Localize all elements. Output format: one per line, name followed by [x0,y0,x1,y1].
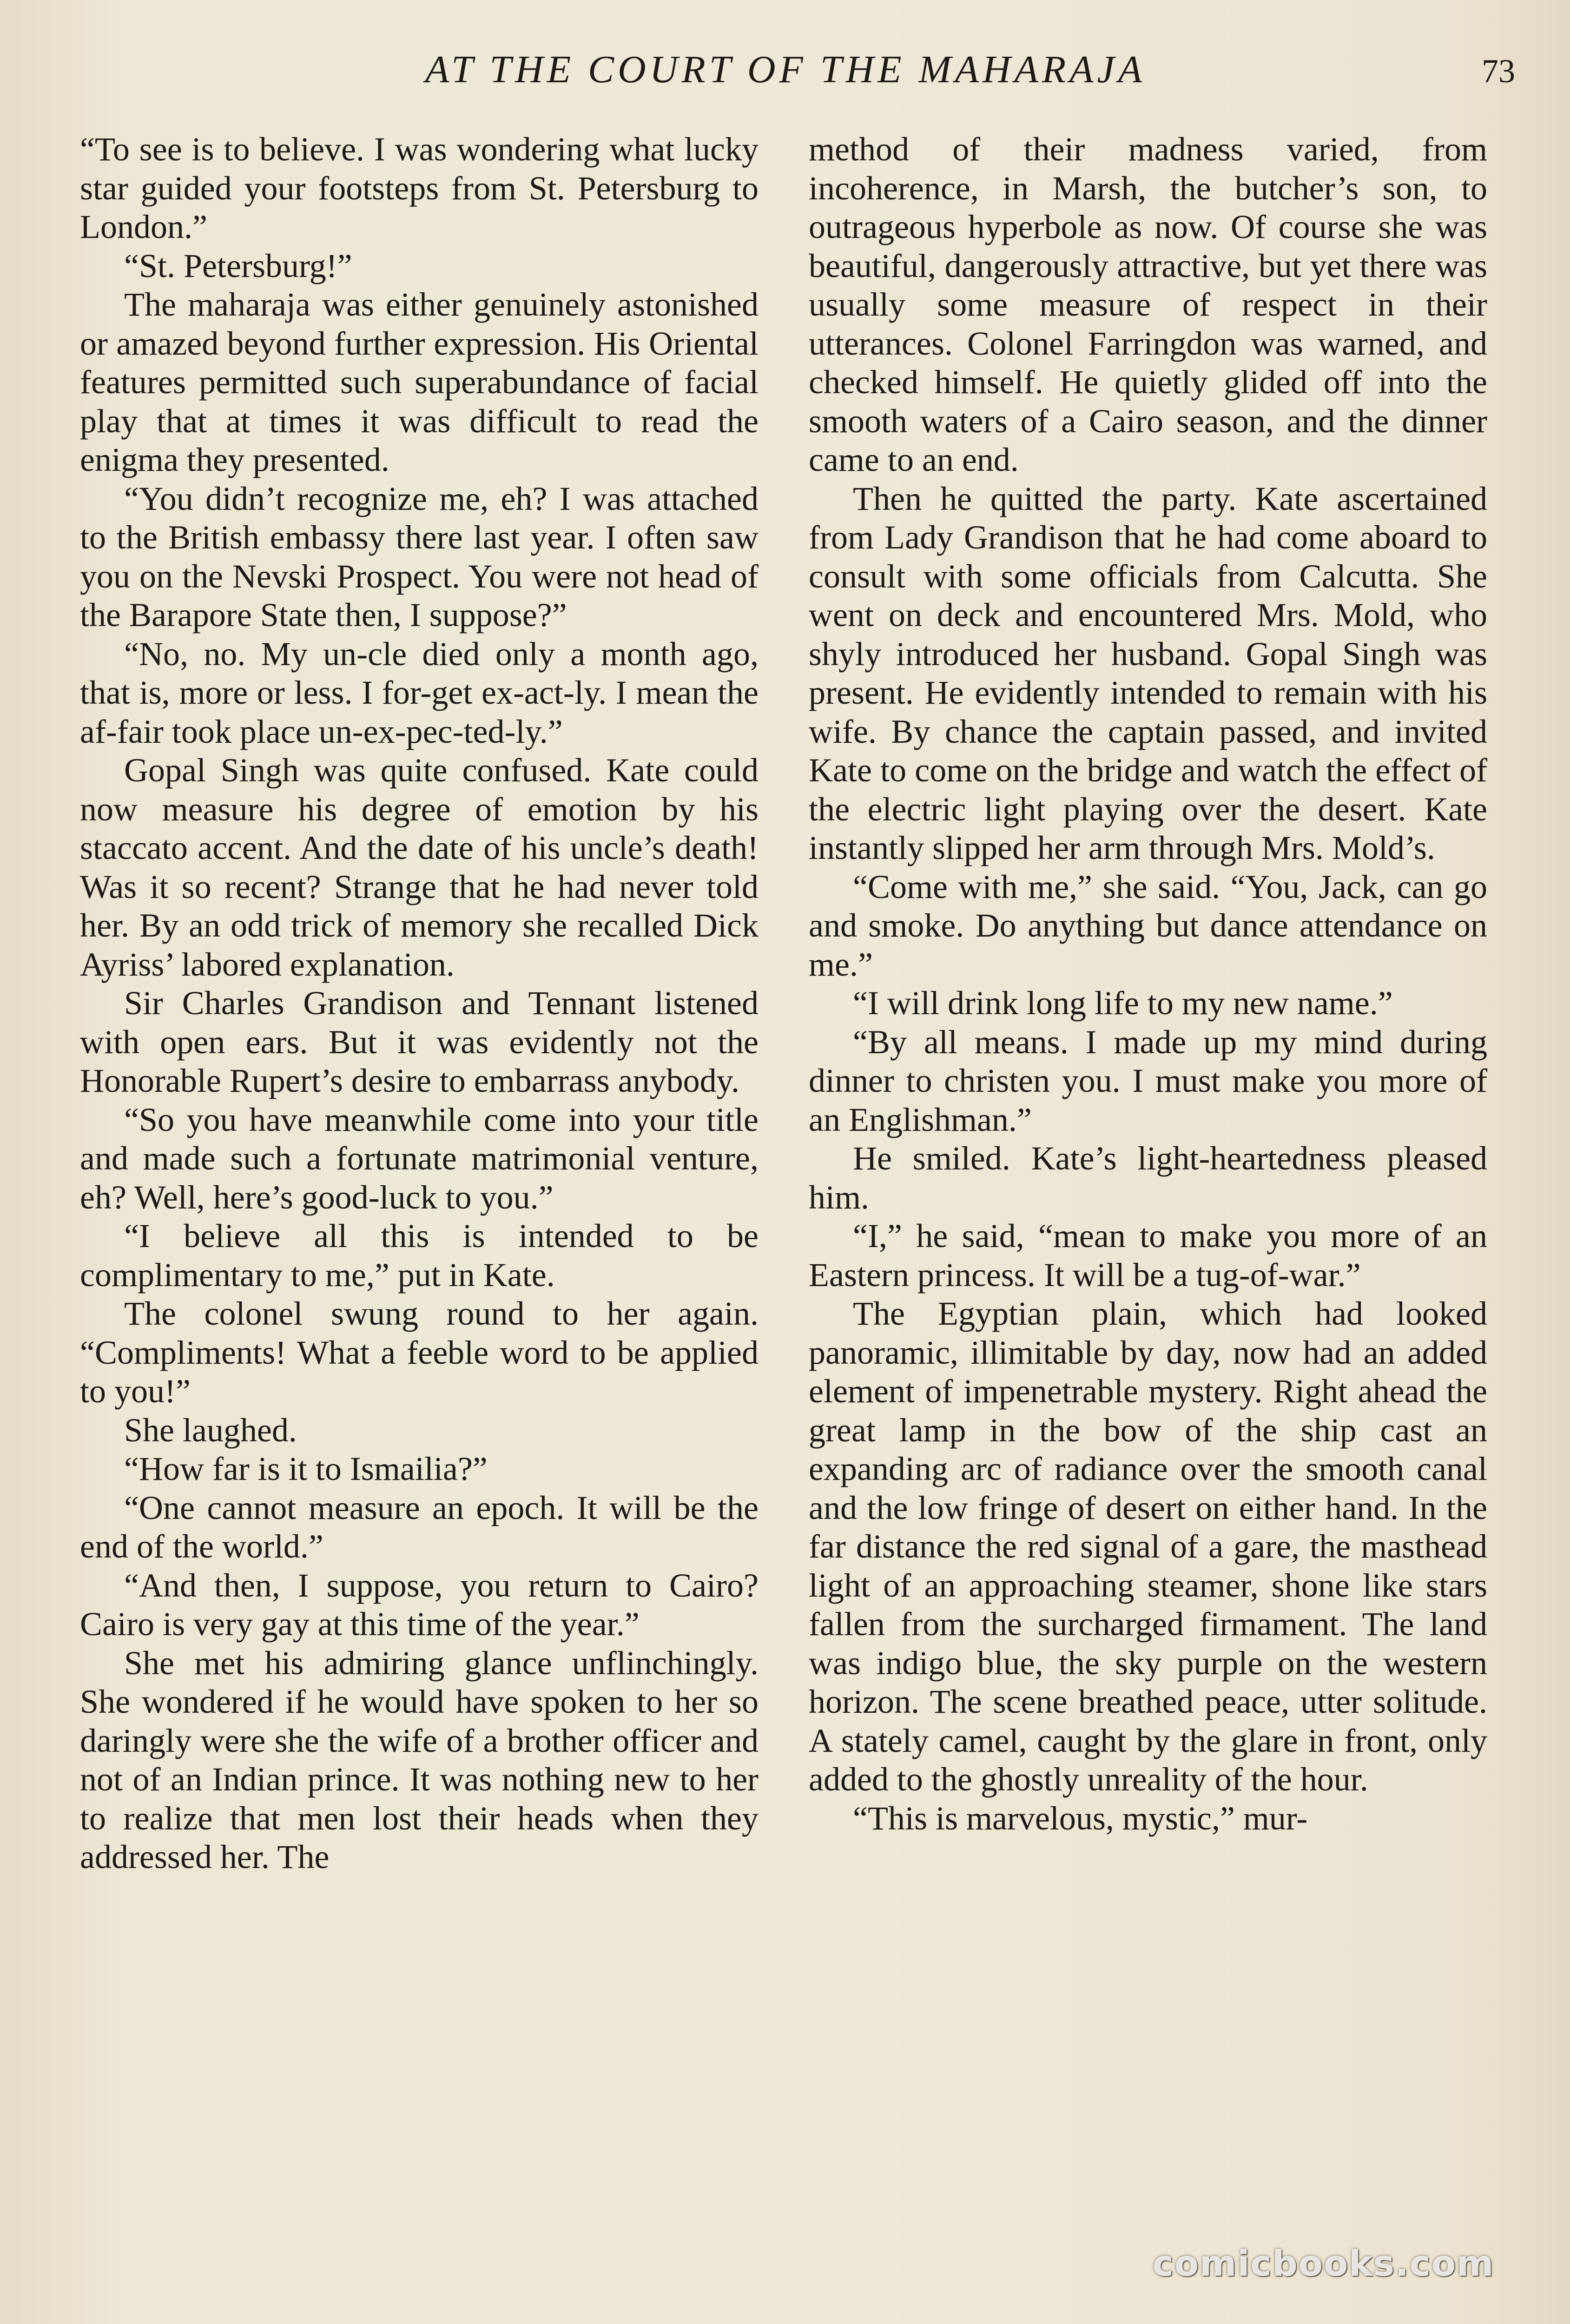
paragraph: “This is marvelous, mystic,” mur- [853,1799,1308,1837]
paragraph: “I will drink long life to my new name.” [853,984,1393,1022]
paragraph: “Come with me,” she said. “You, Jack, can go and smoke. Do anything but dance attendance on me.” [809,868,1487,983]
page-number: 73 [1482,53,1515,90]
paragraph: “How far is it to Ismailia?” [124,1450,488,1487]
paragraph: She met his admiring glance unflinchingly. She wondered if he would have spoken to her so daringly were she the wife of a brother officer and not of an Indian prince. It was nothing new to her to realize that men lost their heads when they addressed her. The [80,1644,759,1875]
paragraph: Sir Charles Grandison and Tennant listened with open ears. But it was evidently not the Honorable Rupert’s desire to embarrass anybody. [80,984,759,1099]
paragraph: Then he quitted the party. Kate ascertained from Lady Grandison that he had come aboard to consult with some officials from Calcutta. She went on deck and encountered Mrs. Mold, who shyly introduced her husband. Gopal Singh was present. He evidently intended to remain with his wife. By chance the captain passed, and invited Kate to come on the bridge and watch the effect of the electric light playing over the desert. Kate instantly slipped her arm through Mrs. Mold’s. [809,480,1487,866]
paragraph: “One cannot measure an epoch. It will be the end of the world.” [80,1489,759,1565]
left-column [80,130,759,1877]
running-head: AT THE COURT OF THE MAHARAJA [425,48,1146,91]
paragraph: “I believe all this is intended to be complimentary to me,” put in Kate. [80,1217,759,1294]
paragraph: He smiled. Kate’s light-heartedness pleased him. [809,1140,1487,1216]
right-column [809,130,1487,1838]
paragraph: “And then, I suppose, you return to Cairo? Cairo is very gay at this time of the year.” [80,1566,759,1643]
paragraph: “I,” he said, “mean to make you more of an Eastern princess. It will be a tug-of-war.” [809,1217,1487,1294]
paragraph: “No, no. My un-cle died only a month ago, that is, more or less. I for-get ex-act-ly. I mean the af-fair took place un-ex-pec-ted-ly.” [80,635,759,750]
paragraph: “St. Petersburg!” [124,247,352,284]
paragraph: “You didn’t recognize me, eh? I was attached to the British embassy there last year. I often saw you on the Nevski Prospect. You were not head of the Barapore State then, I suppose?” [80,480,759,634]
paragraph: method of their madness varied, from incoherence, in Marsh, the butcher’s son, to outrageous hyperbole as now. Of course she was beautiful, dangerously attractive, but yet there was usually some measure of respect in their utterances. Colonel Farringdon was warned, and checked himself. He quietly glided off into the smooth waters of a Cairo season, and the dinner came to an end. [809,131,1487,478]
paragraph: The maharaja was either genuinely astonished or amazed beyond further expression. His Oriental features permitted such superabundance of facial play that at times it was difficult to read the enigma they presented. [80,286,759,478]
paragraph: “By all means. I made up my mind during dinner to christen you. I must make you more of an Englishman.” [809,1023,1487,1138]
paragraph: She laughed. [124,1411,297,1449]
paragraph: Gopal Singh was quite confused. Kate could now measure his degree of emotion by his staccato accent. And the date of his uncle’s death! Was it so recent? Strange that he had never told her. By an odd trick of memory she recalled Dick Ayriss’ labored explanation. [80,752,759,983]
site-watermark: comicbooks.com [1153,2243,1495,2284]
paragraph: The colonel swung round to her again. “Compliments! What a feeble word to be applied to you!” [80,1295,759,1410]
paragraph: “So you have meanwhile come into your title and made such a fortunate matrimonial venture, eh? Well, here’s good-luck to you.” [80,1101,759,1216]
paragraph: “To see is to believe. I was wondering what lucky star guided your footsteps from St. Petersburg to London.” [80,131,759,245]
paragraph: The Egyptian plain, which had looked panoramic, illimitable by day, now had an added element of impenetrable mystery. Right ahead the great lamp in the bow of the ship cast an expanding arc of radiance over the smooth canal and the low fringe of desert on either hand. In the far distance the red signal of a gare, the masthead light of an approaching steamer, shone like stars fallen from the surcharged firmament. The land was indigo blue, the sky purple on the western horizon. The scene breathed peace, utter solitude. A stately camel, caught by the glare in front, only added to the ghostly unreality of the hour. [809,1295,1487,1798]
